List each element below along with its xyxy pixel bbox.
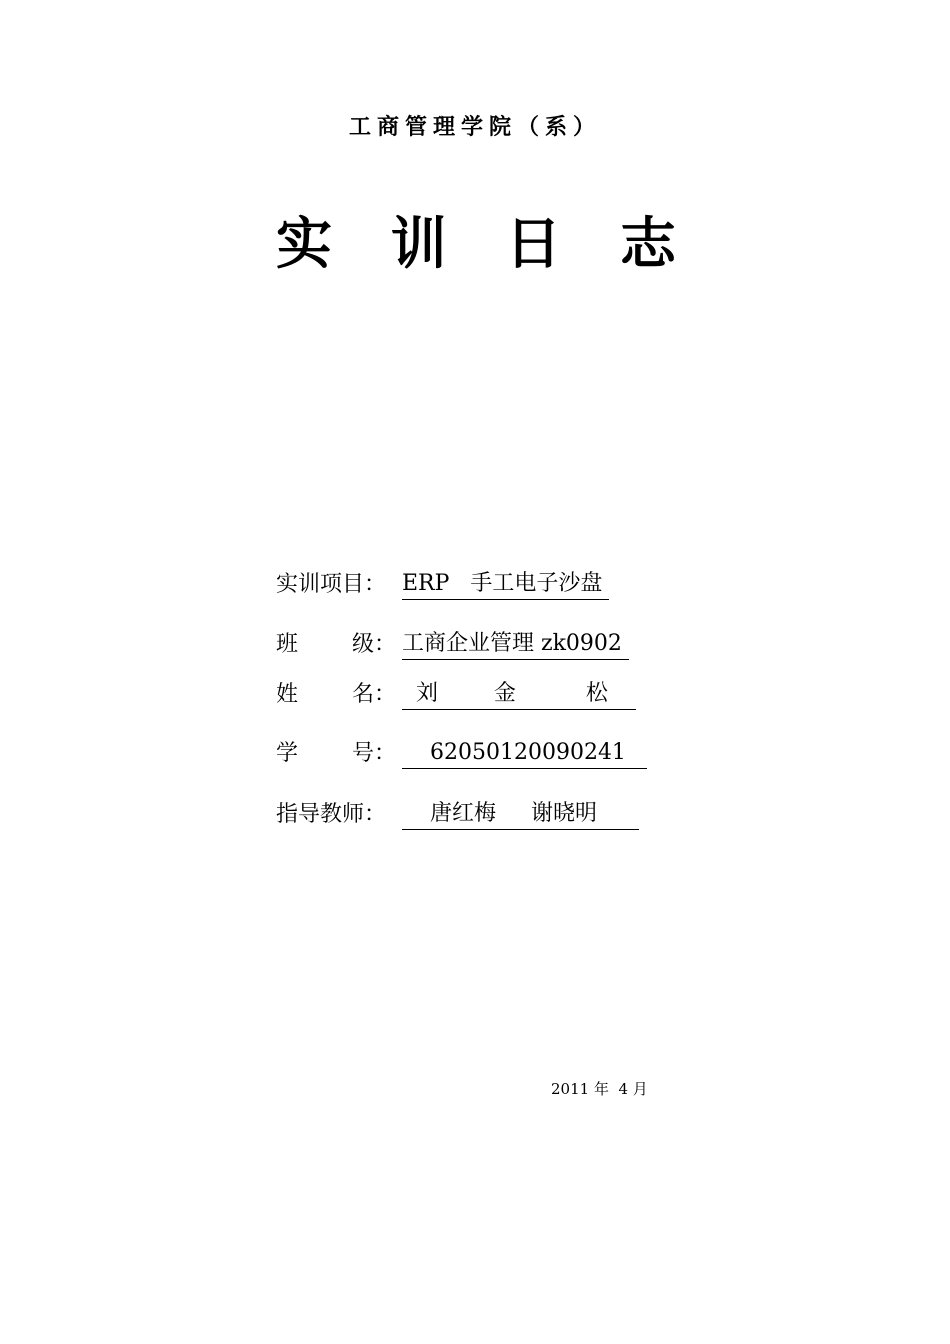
name-value: 刘 金 松 (402, 681, 636, 710)
title-char-2: 训 (390, 211, 447, 277)
student-id-value: 62050120090241 (402, 740, 647, 769)
class-value: 工商企业管理 zk0902 (402, 631, 629, 660)
class-label-a: 班 (276, 632, 299, 657)
project-value: ERP 手工电子沙盘 (402, 571, 609, 600)
title-char-3: 日 (505, 211, 562, 277)
main-title (276, 206, 676, 282)
advisor-label: 指导教师： (276, 802, 387, 827)
class-label-b: 级： (352, 632, 397, 657)
project-row (276, 568, 609, 602)
class-row (276, 628, 629, 662)
advisor-value: 唐红梅 谢晓明 (402, 801, 639, 830)
document-date: 2011 年 4 月 (551, 1080, 648, 1098)
name-row (276, 678, 636, 712)
college-name: 工商管理学院（系） (348, 114, 601, 140)
name-label-a: 姓 (276, 682, 299, 707)
student-id-label-b: 号： (352, 741, 397, 766)
student-id-label-a: 学 (276, 741, 299, 766)
advisor-row (276, 798, 639, 832)
name-label-b: 名： (352, 682, 397, 707)
title-char-1: 实 (276, 211, 332, 277)
student-id-row (276, 737, 647, 771)
project-label: 实训项目： (276, 572, 387, 597)
title-char-4: 志 (619, 211, 676, 277)
